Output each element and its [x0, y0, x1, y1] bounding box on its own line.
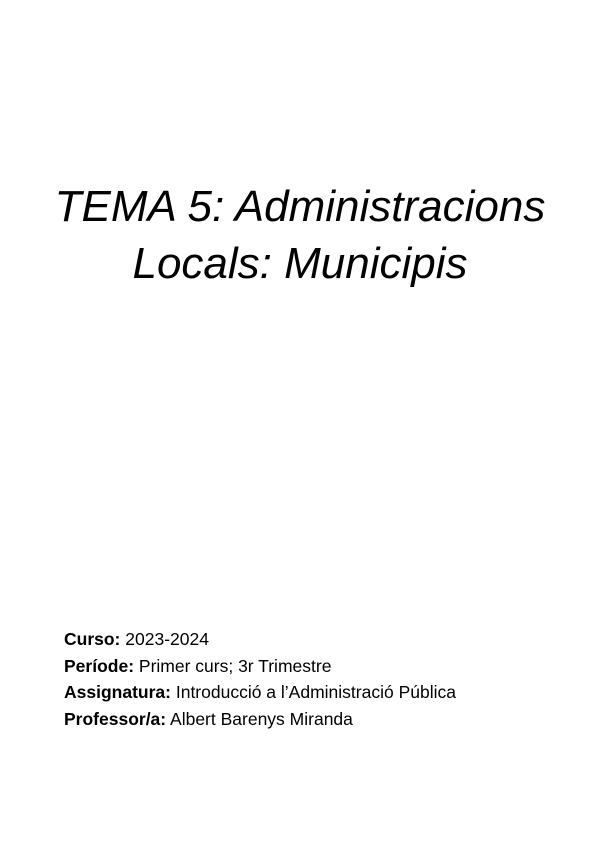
title-line-2: Locals: Municipis: [132, 239, 468, 288]
professor-row: [64, 706, 456, 733]
professor-label: Professor/a:: [64, 708, 167, 729]
periode-label: Període:: [64, 655, 135, 676]
document-title: [0, 178, 600, 292]
title-line-1: TEMA 5: Administracions: [54, 182, 546, 231]
curso-row: [64, 626, 456, 653]
periode-value: Primer curs; 3r Trimestre: [138, 655, 332, 676]
curso-value: 2023-2024: [125, 629, 209, 649]
assignatura-value: Introducció a l’Administració Pública: [175, 682, 456, 702]
professor-value: Albert Barenys Miranda: [170, 708, 353, 729]
curso-label: Curso:: [64, 629, 121, 649]
assignatura-label: Assignatura:: [64, 682, 171, 702]
assignatura-row: [64, 679, 456, 706]
periode-row: [64, 653, 456, 680]
course-info: [64, 626, 456, 732]
